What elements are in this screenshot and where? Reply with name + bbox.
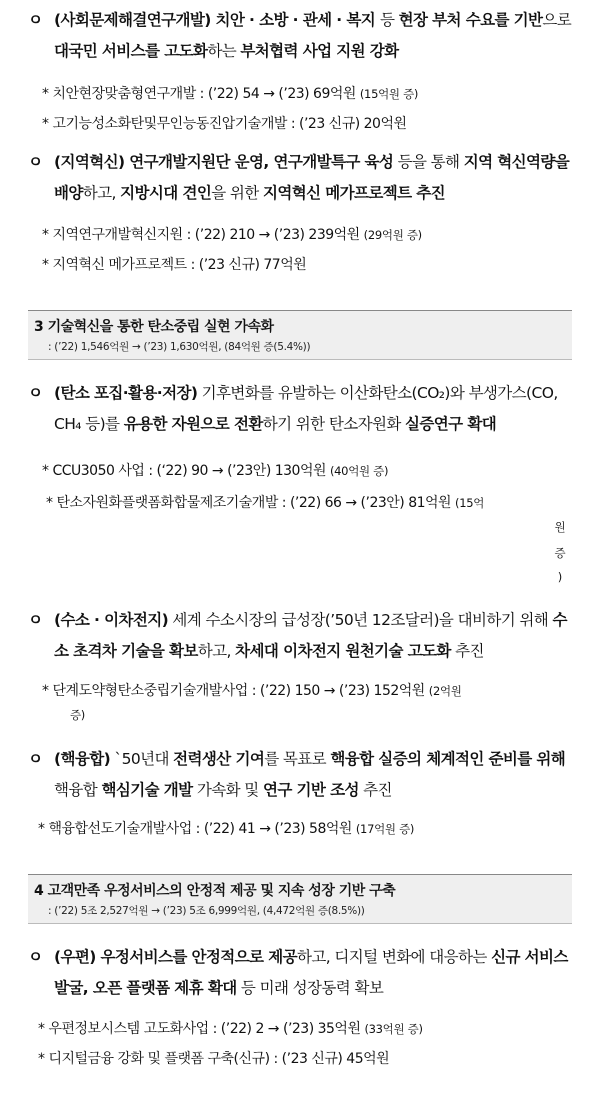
body-text: 하고, (197, 642, 236, 660)
sub-item-note: 증) (70, 708, 85, 722)
sub-item (42, 83, 418, 105)
bullet-circle: ㅇ (28, 948, 43, 966)
sub-item-text: * 우편정보시스템 고도화사업 : (’22) 2 → (’23) 35억원 (38, 1021, 361, 1037)
emphasis-text: (탄소 포집·활용·저장) (54, 384, 198, 402)
sub-item (38, 1048, 389, 1070)
sub-item-note: (15억 (455, 496, 485, 510)
note-wrap-char: ) (557, 570, 563, 584)
sub-item-text: * 치안현장맞춤형연구개발 : (’22) 54 → (’23) 69억원 (42, 86, 356, 102)
section-budget: : (’22) 1,546억원 → (’23) 1,630억원, (84억원 증(5.4%)) (48, 341, 311, 353)
body-text: 등 미래 성장동력 확보 (236, 979, 384, 997)
item-regional-innovation (30, 147, 578, 209)
body-text: 추진 (450, 642, 484, 660)
item-text (30, 147, 578, 209)
emphasis-text: (핵융합) (54, 750, 111, 768)
body-text: 으로 (542, 11, 572, 29)
body-text: 을 위한 (211, 184, 263, 202)
bullet-circle: ㅇ (28, 384, 43, 402)
emphasis-text: 신규 서비스 발굴, 오픈 플랫폼 제휴 확대 (54, 948, 568, 997)
sub-item (38, 818, 414, 840)
emphasis-text: 차세대 이차전지 원천기술 고도화 (235, 642, 451, 660)
sub-item-note: (17억원 증) (355, 822, 415, 836)
emphasis-text: 유용한 자원으로 전환 (123, 415, 263, 433)
sub-item (42, 680, 462, 702)
item-carbon-capture (30, 378, 578, 440)
note-wrap-char: 원 (554, 520, 566, 534)
sub-item-note: (2억원 (428, 684, 462, 698)
emphasis-text: 대국민 서비스를 고도화 (54, 42, 208, 60)
emphasis-text: 지방시대 견인 (120, 184, 212, 202)
emphasis-text: 수소 초격차 기술을 확보 (54, 611, 567, 660)
sub-item-text: * 지역연구개발혁신지원 : (’22) 210 → (’23) 239억원 (42, 227, 360, 243)
sub-item-text: * 탄소자원화플랫폼화합물제조기술개발 : (’22) 66 → (’23안) 81억원 (46, 495, 452, 511)
body-text: 핵융합 (54, 781, 102, 799)
item-nuclear-fusion (30, 744, 578, 806)
emphasis-text: 핵심기술 개발 (101, 781, 193, 799)
bullet-circle: ㅇ (28, 153, 43, 171)
emphasis-text: 치안 · 소방 · 관세 · 복지 (210, 11, 380, 29)
item-social-problem-rnd (30, 5, 578, 67)
body-text: `50년대 (110, 750, 174, 768)
note-wrap-char: 증 (554, 546, 566, 560)
item-postal (30, 942, 578, 1004)
emphasis-text: (우편) (54, 948, 96, 966)
emphasis-text: 실증연구 확대 (405, 415, 497, 433)
bullet-circle: ㅇ (28, 611, 43, 629)
body-text: 추진 (358, 781, 392, 799)
sub-item-note: (29억원 증) (363, 228, 422, 242)
body-text: 세계 수소시장의 급성장(’50년 12조달러)을 대비하기 위해 (168, 611, 553, 629)
item-hydrogen-battery (30, 605, 578, 667)
body-text: 등을 통해 (393, 153, 464, 171)
emphasis-text: 우정서비스를 안정적으로 제공 (95, 948, 297, 966)
sub-item-note: (33억원 증) (364, 1022, 423, 1036)
emphasis-text: 전력생산 기여 (173, 750, 265, 768)
sub-item (42, 254, 306, 276)
section-budget: : (’22) 5조 2,527억원 → (’23) 5조 6,999억원, (4,472억원 증(8.5%)) (48, 905, 365, 917)
item-text (30, 378, 578, 440)
sub-item-note: (40억원 증) (329, 464, 389, 478)
sub-item-text: * 단계도약형탄소중립기술개발사업 : (’22) 150 → (’23) 152억원 (42, 683, 425, 699)
emphasis-text: 핵융합 실증의 체계적인 준비를 위해 (330, 750, 566, 768)
emphasis-text: (수소 · 이차전지) (54, 611, 169, 629)
body-text: 하는 (207, 42, 241, 60)
sub-item (42, 113, 407, 135)
sub-item-text: * CCU3050 사업 : (‘22) 90 → (’23안) 130억원 (42, 463, 327, 479)
emphasis-text: 부처협력 사업 지원 강화 (240, 42, 399, 60)
sub-item-continuation (70, 704, 85, 726)
section-header-3 (28, 310, 572, 360)
sub-item (42, 224, 422, 246)
body-text: 하기 위한 탄소자원화 (262, 415, 406, 433)
sub-item-note: (15억원 증) (359, 87, 419, 101)
body-text: 하고, (82, 184, 121, 202)
emphasis-text: (지역혁신) 연구개발지원단 운영, 연구개발특구 육성 (54, 153, 394, 171)
bullet-circle: ㅇ (28, 11, 43, 29)
emphasis-text: 현장 부처 수요를 기반 (398, 11, 543, 29)
body-text: 기후변화를 유발하는 이산화탄소(CO₂)와 부생가스(CO, CH₄ 등)를 (54, 384, 558, 433)
item-text (30, 744, 578, 806)
sub-item (46, 492, 484, 514)
emphasis-text: 지역혁신 메가프로젝트 추진 (262, 184, 446, 202)
emphasis-text: (사회문제해결연구개발) (54, 11, 211, 29)
sub-item-text: * 디지털금융 강화 및 플랫폼 구축(신규) : (’23 신규) 45억원 (38, 1051, 390, 1067)
bullet-circle: ㅇ (28, 750, 43, 768)
sub-item-text: * 고기능성소화탄및무인능동진압기술개발 : (’23 신규) 20억원 (42, 116, 407, 132)
body-text: 를 목표로 (264, 750, 331, 768)
body-text: 등 (379, 11, 399, 29)
section-heading: 4 고객만족 우정서비스의 안정적 제공 및 지속 성장 기반 구축 (34, 883, 396, 899)
emphasis-text: 지역 혁신역량을 배양 (54, 153, 570, 202)
body-text: 가속화 및 (192, 781, 263, 799)
item-text (30, 605, 578, 667)
sub-item (42, 460, 388, 482)
item-text (30, 942, 578, 1004)
item-text (30, 5, 578, 67)
section-heading: 3 기술혁신을 통한 탄소중립 실현 가속화 (34, 319, 274, 335)
section-header-4 (28, 874, 572, 924)
sub-item-text: * 핵융합선도기술개발사업 : (’22) 41 → (’23) 58억원 (38, 821, 352, 837)
body-text: 하고, 디지털 변화에 대응하는 (296, 948, 492, 966)
emphasis-text: 연구 기반 조성 (262, 781, 359, 799)
sub-item (38, 1018, 423, 1040)
sub-item-text: * 지역혁신 메가프로젝트 : (’23 신규) 77억원 (42, 257, 307, 273)
